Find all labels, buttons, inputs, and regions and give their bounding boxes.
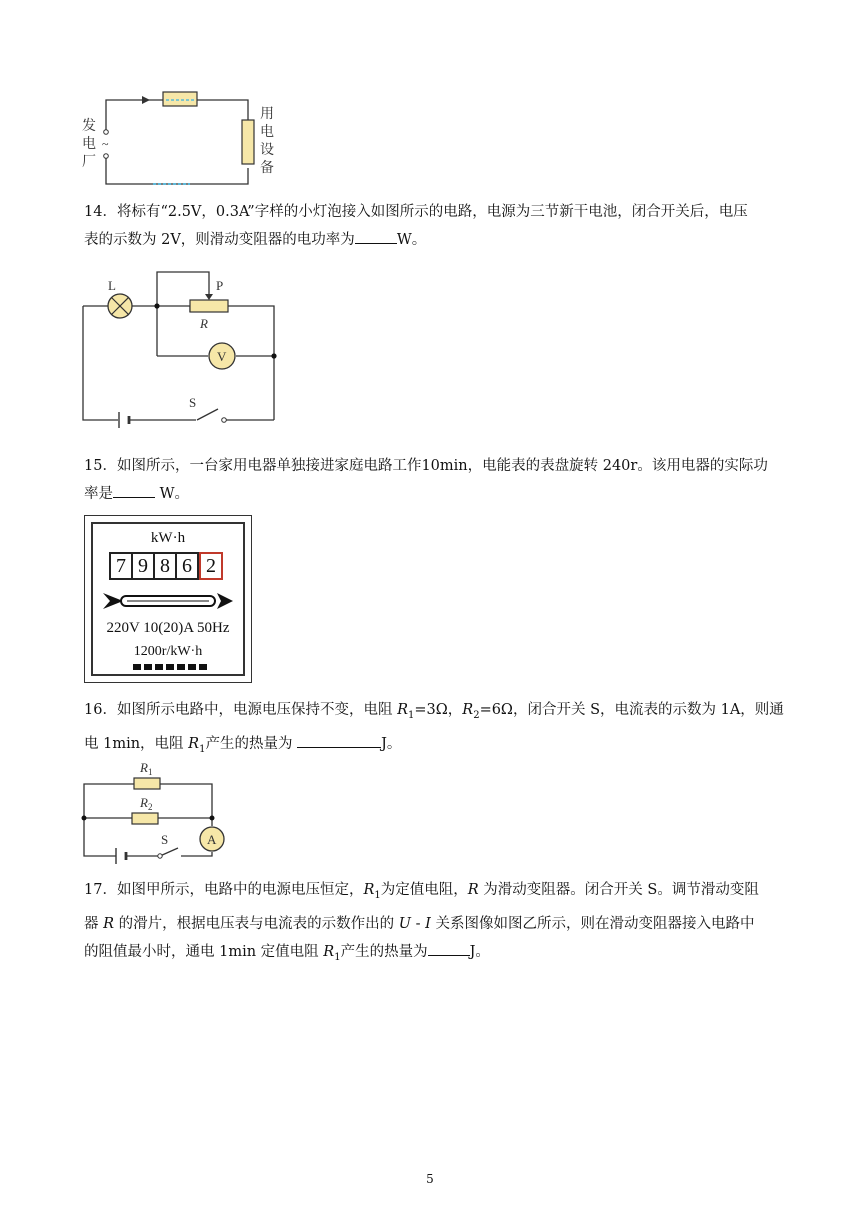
slider-label: P bbox=[216, 278, 224, 293]
question-17-text-c: 为滑动变阻器。闭合开关 S。调节滑动变阻 bbox=[478, 882, 759, 898]
r1-symbol-2: R bbox=[188, 735, 200, 752]
question-17-line2 bbox=[84, 910, 784, 938]
question-15-unit: W。 bbox=[155, 486, 190, 502]
page-number: 5 bbox=[426, 1172, 434, 1186]
r1-subscript-3: 1 bbox=[334, 951, 341, 963]
device-label-2: 电 bbox=[260, 125, 274, 140]
ammeter-label: A bbox=[207, 832, 217, 847]
fig-r2-label: $R_2$ bbox=[140, 795, 153, 812]
question-17-unit: J。 bbox=[469, 943, 490, 960]
answer-blank-17[interactable] bbox=[428, 939, 470, 956]
r2-subscript: 2 bbox=[473, 709, 480, 721]
meter-rating: 220V 10(20)A 50Hz bbox=[106, 620, 230, 636]
question-16-text-3: 产生的热量为 bbox=[205, 735, 298, 752]
meter-digit-2: 9 bbox=[133, 552, 155, 580]
question-17-number: 17． bbox=[84, 882, 117, 898]
plant-label-2: 电 bbox=[82, 137, 96, 152]
question-16-line1 bbox=[84, 696, 784, 730]
plant-label-1: 发 bbox=[82, 119, 96, 134]
question-17-text: 如图甲所示，电路中的电源电压恒定， bbox=[116, 882, 364, 898]
r1-symbol: R bbox=[363, 882, 375, 898]
question-17-line3 bbox=[84, 938, 784, 972]
question-16-text: 如图所示电路中，电源电压保持不变，电阻 bbox=[116, 702, 398, 718]
question-17 bbox=[84, 876, 784, 972]
u-symbol: U bbox=[398, 915, 411, 932]
question-15-text: 如图所示，一台家用电器单独接进家庭电路工作10min，电能表的表盘旋转 240r。该用电器的实际功 bbox=[116, 458, 768, 474]
question-14-text: 将标有“2.5V，0.3A”字样的小灯泡接入如图所示的电路，电源为三节新干电池，闭合开关后，电压 bbox=[116, 204, 748, 220]
question-16 bbox=[84, 696, 784, 764]
answer-blank-14[interactable] bbox=[355, 227, 397, 244]
device-label-4: 备 bbox=[260, 161, 274, 176]
meter-digits bbox=[109, 552, 223, 580]
fig-switch-label: S bbox=[161, 832, 169, 847]
r1-value: =3Ω， bbox=[414, 702, 463, 718]
meter-digit-4: 6 bbox=[177, 552, 199, 580]
ac-symbol: ~ bbox=[102, 137, 109, 151]
energy-meter bbox=[84, 515, 252, 683]
question-17-text-2c: 关系图像如图乙所示，则在滑动变阻器接入电路中 bbox=[430, 915, 755, 932]
question-17-text-2: 器 bbox=[84, 915, 104, 932]
question-16-unit: J。 bbox=[381, 735, 402, 752]
device-label-1: 用 bbox=[260, 107, 274, 122]
question-15-line2 bbox=[84, 480, 784, 508]
question-14-line2 bbox=[84, 226, 784, 254]
question-14-line1 bbox=[84, 198, 784, 226]
question-14-text-2: 表的示数为 2V，则滑动变阻器的电功率为 bbox=[84, 232, 355, 248]
meter-disc-arrow bbox=[103, 588, 239, 614]
question-15-line1 bbox=[84, 452, 784, 480]
answer-blank-15[interactable] bbox=[113, 481, 155, 498]
question-14 bbox=[84, 198, 784, 254]
question-17-text-3b: 产生的热量为 bbox=[340, 943, 428, 960]
r-symbol: R bbox=[467, 882, 479, 898]
r1-subscript: 1 bbox=[407, 709, 415, 721]
question-15-text-2: 率是 bbox=[84, 486, 113, 502]
r1-subscript-2: 1 bbox=[199, 743, 206, 755]
question-17-text-b: 为定值电阻， bbox=[380, 882, 468, 898]
meter-constant: 1200r/kW·h bbox=[133, 644, 203, 659]
ui-dash: - bbox=[410, 915, 426, 932]
question-14-unit: W。 bbox=[396, 232, 427, 248]
r-symbol-2: R bbox=[103, 915, 115, 932]
voltmeter-label: V bbox=[217, 349, 227, 364]
plant-label-3: 厂 bbox=[82, 155, 96, 170]
power-transmission-figure bbox=[78, 86, 298, 190]
circuit-figure-14 bbox=[78, 268, 288, 428]
fig-r1-label: $R_1$ bbox=[140, 760, 153, 777]
question-15-number: 15． bbox=[84, 458, 117, 474]
question-16-text-2: 电 1min，电阻 bbox=[84, 735, 189, 752]
switch-label: S bbox=[189, 395, 197, 410]
r2-value: =6Ω，闭合开关 S，电流表的示数为 1A，则通 bbox=[479, 702, 784, 718]
lamp-label: L bbox=[108, 278, 116, 293]
meter-digit-1: 7 bbox=[109, 552, 133, 580]
device-label-3: 设 bbox=[260, 143, 274, 158]
question-17-line1 bbox=[84, 876, 784, 910]
rheostat-label: R bbox=[200, 316, 208, 331]
i-symbol: I bbox=[425, 915, 431, 932]
question-16-number: 16． bbox=[84, 702, 117, 718]
meter-dots bbox=[133, 664, 207, 670]
circuit-figure-16 bbox=[78, 756, 238, 864]
question-17-text-3: 的阻值最小时，通电 1min 定值电阻 bbox=[84, 943, 324, 960]
meter-unit: kW·h bbox=[150, 530, 186, 546]
meter-digit-3: 8 bbox=[155, 552, 177, 580]
question-17-text-2b: 的滑片，根据电压表与电流表的示数作出的 bbox=[114, 915, 399, 932]
r2-symbol: R bbox=[462, 702, 474, 718]
question-14-number: 14． bbox=[84, 204, 117, 220]
answer-blank-16[interactable] bbox=[297, 731, 381, 748]
question-15 bbox=[84, 452, 784, 508]
r1-symbol: R bbox=[397, 702, 408, 718]
meter-digit-5: 2 bbox=[199, 552, 223, 580]
r1-symbol-3: R bbox=[323, 943, 335, 960]
r1-subscript: 1 bbox=[374, 889, 381, 901]
